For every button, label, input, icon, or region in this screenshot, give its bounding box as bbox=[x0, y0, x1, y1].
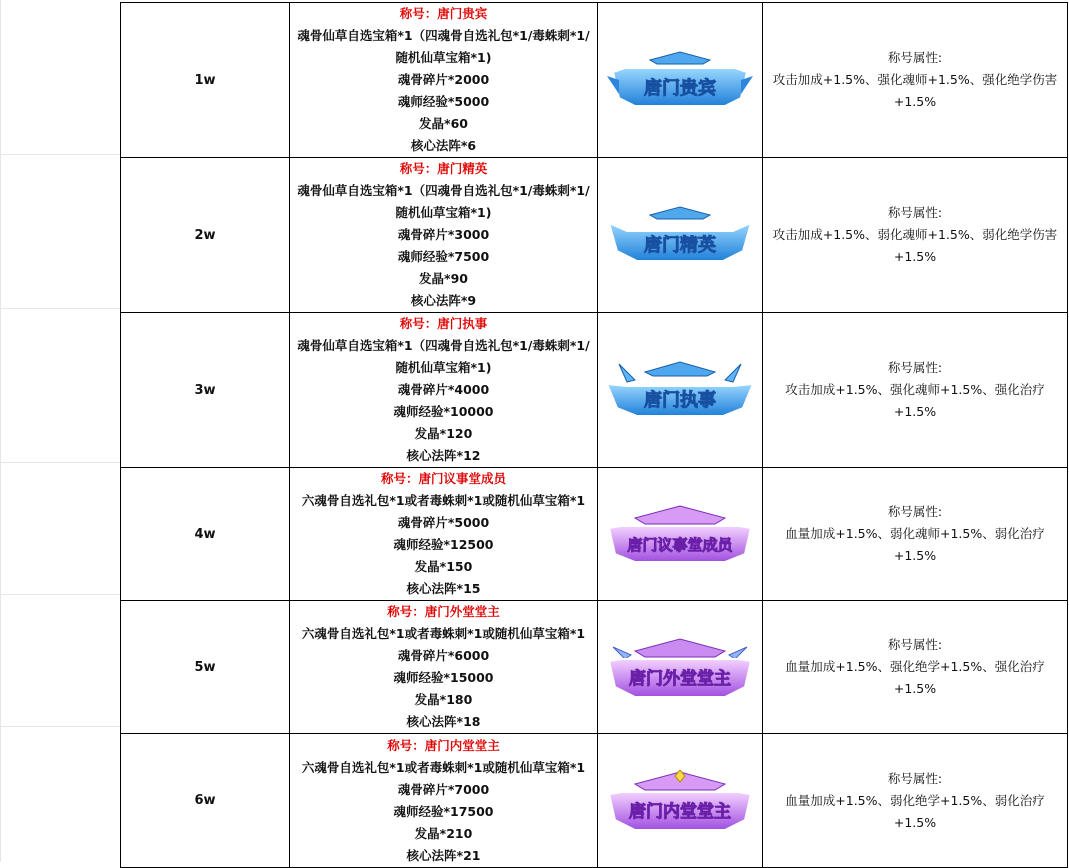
reward-item: 魂骨仙草自选宝箱*1（四魂骨自选礼包*1/毒蛛刺*1/ bbox=[297, 338, 590, 353]
badge-label: 唐门外堂堂主 bbox=[629, 668, 731, 689]
attribute-line: +1.5% bbox=[893, 249, 937, 264]
title-name: 称号：唐门内堂堂主 bbox=[387, 737, 500, 753]
sheet-gridline bbox=[0, 0, 1, 862]
sheet-gridline bbox=[0, 308, 120, 309]
title-name: 称号：唐门议事堂成员 bbox=[380, 471, 506, 486]
title-badge-image bbox=[605, 637, 755, 703]
table-row bbox=[121, 468, 1068, 601]
level-cell: 2w bbox=[121, 158, 290, 313]
table-row bbox=[121, 158, 1068, 313]
badge-label: 唐门议事堂成员 bbox=[627, 535, 733, 554]
table-row bbox=[121, 601, 1068, 734]
reward-item: 核心法阵*21 bbox=[406, 847, 481, 863]
reward-item: 魂骨碎片*2000 bbox=[397, 72, 490, 87]
reward-item: 魂师经验*10000 bbox=[393, 404, 494, 419]
reward-item: 魂骨仙草自选宝箱*1（四魂骨自选礼包*1/毒蛛刺*1/ bbox=[297, 183, 590, 198]
reward-item: 六魂骨自选礼包*1或者毒蛛刺*1或随机仙草宝箱*1 bbox=[301, 759, 586, 775]
attribute-line: +1.5% bbox=[893, 814, 937, 830]
attribute-label: 称号属性: bbox=[887, 770, 943, 786]
rewards-cell bbox=[290, 468, 598, 601]
badge-cell bbox=[598, 158, 763, 313]
reward-item: 核心法阵*6 bbox=[410, 138, 477, 153]
rewards-cell bbox=[290, 158, 598, 313]
sheet-gridline bbox=[0, 462, 120, 463]
reward-item: 魂师经验*15000 bbox=[393, 670, 494, 685]
attribute-cell bbox=[763, 3, 1068, 158]
attribute-line: 血量加成+1.5%、弱化魂师+1.5%、弱化治疗 bbox=[785, 526, 1045, 541]
attribute-line: +1.5% bbox=[893, 94, 937, 109]
rewards-cell bbox=[290, 601, 598, 734]
reward-item: 发晶*210 bbox=[414, 825, 473, 841]
sheet-gridline bbox=[0, 726, 120, 727]
badge-cell bbox=[598, 468, 763, 601]
attribute-line: 血量加成+1.5%、强化绝学+1.5%、强化治疗 bbox=[785, 659, 1045, 674]
reward-item: 魂骨碎片*6000 bbox=[397, 648, 490, 663]
attribute-cell bbox=[763, 158, 1068, 313]
badge-label: 唐门精英 bbox=[644, 234, 716, 256]
reward-item: 魂师经验*5000 bbox=[397, 94, 490, 109]
table-row bbox=[121, 734, 1068, 868]
attribute-line: 血量加成+1.5%、弱化绝学+1.5%、弱化治疗 bbox=[785, 792, 1045, 808]
reward-item: 发晶*150 bbox=[414, 559, 473, 574]
reward-item: 魂骨碎片*7000 bbox=[397, 781, 490, 797]
reward-item: 魂师经验*7500 bbox=[397, 249, 490, 264]
reward-item: 核心法阵*9 bbox=[410, 293, 477, 308]
level-cell: 5w bbox=[121, 601, 290, 734]
title-badge-image bbox=[605, 770, 755, 836]
badge-cell bbox=[598, 313, 763, 468]
level-cell: 4w bbox=[121, 468, 290, 601]
title-badge-image bbox=[605, 205, 755, 271]
attribute-label: 称号属性: bbox=[887, 504, 943, 519]
table-row bbox=[121, 3, 1068, 158]
title-name: 称号：唐门贵宾 bbox=[399, 6, 488, 21]
badge-label: 唐门执事 bbox=[644, 389, 716, 411]
reward-item: 六魂骨自选礼包*1或者毒蛛刺*1或随机仙草宝箱*1 bbox=[301, 626, 586, 641]
reward-item: 发晶*180 bbox=[414, 692, 473, 707]
badge-cell bbox=[598, 601, 763, 734]
reward-item: 魂师经验*12500 bbox=[393, 537, 494, 552]
reward-item: 随机仙草宝箱*1) bbox=[395, 50, 492, 65]
level-cell: 3w bbox=[121, 313, 290, 468]
level-cell: 6w bbox=[121, 734, 290, 868]
attribute-line: +1.5% bbox=[893, 681, 937, 696]
reward-item: 核心法阵*12 bbox=[406, 448, 481, 463]
reward-item: 魂骨碎片*4000 bbox=[397, 382, 490, 397]
reward-item: 发晶*60 bbox=[419, 116, 468, 131]
attribute-line: 攻击加成+1.5%、强化魂师+1.5%、强化治疗 bbox=[785, 382, 1045, 397]
title-name: 称号：唐门执事 bbox=[399, 316, 488, 331]
attribute-cell bbox=[763, 313, 1068, 468]
badge-cell bbox=[598, 3, 763, 158]
attribute-label: 称号属性: bbox=[887, 50, 943, 65]
sheet-gridline bbox=[0, 154, 120, 155]
attribute-cell bbox=[763, 601, 1068, 734]
reward-item: 随机仙草宝箱*1) bbox=[395, 360, 492, 375]
attribute-cell bbox=[763, 734, 1068, 868]
reward-item: 发晶*120 bbox=[414, 426, 473, 441]
rewards-cell bbox=[290, 313, 598, 468]
attribute-line: +1.5% bbox=[893, 404, 937, 419]
reward-item: 魂师经验*17500 bbox=[393, 803, 494, 819]
title-name: 称号：唐门精英 bbox=[399, 161, 488, 176]
table-row bbox=[121, 313, 1068, 468]
reward-item: 核心法阵*18 bbox=[406, 714, 481, 729]
reward-item: 发晶*90 bbox=[419, 271, 468, 286]
reward-item: 随机仙草宝箱*1) bbox=[395, 205, 492, 220]
reward-item: 魂骨仙草自选宝箱*1（四魂骨自选礼包*1/毒蛛刺*1/ bbox=[297, 28, 590, 43]
reward-item: 六魂骨自选礼包*1或者毒蛛刺*1或随机仙草宝箱*1 bbox=[301, 493, 586, 508]
rewards-cell bbox=[290, 734, 598, 868]
level-cell: 1w bbox=[121, 3, 290, 158]
attribute-line: 攻击加成+1.5%、强化魂师+1.5%、强化绝学伤害 bbox=[772, 72, 1058, 87]
badge-label: 唐门内堂堂主 bbox=[629, 802, 731, 822]
title-badge-image bbox=[605, 504, 755, 570]
reward-table bbox=[120, 2, 1068, 868]
attribute-line: +1.5% bbox=[893, 548, 937, 563]
badge-cell bbox=[598, 734, 763, 868]
title-badge-image bbox=[605, 50, 755, 116]
attribute-cell bbox=[763, 468, 1068, 601]
reward-item: 魂骨碎片*5000 bbox=[397, 515, 490, 530]
rewards-cell bbox=[290, 3, 598, 158]
attribute-label: 称号属性: bbox=[887, 637, 943, 652]
reward-item: 核心法阵*15 bbox=[406, 581, 481, 596]
badge-label: 唐门贵宾 bbox=[644, 77, 716, 99]
attribute-label: 称号属性: bbox=[887, 360, 943, 375]
attribute-label: 称号属性: bbox=[887, 205, 943, 220]
title-name: 称号：唐门外堂堂主 bbox=[387, 604, 500, 619]
attribute-line: 攻击加成+1.5%、弱化魂师+1.5%、弱化绝学伤害 bbox=[772, 227, 1058, 242]
reward-item: 魂骨碎片*3000 bbox=[397, 227, 490, 242]
title-badge-image bbox=[605, 360, 755, 426]
sheet-gridline bbox=[0, 594, 120, 595]
